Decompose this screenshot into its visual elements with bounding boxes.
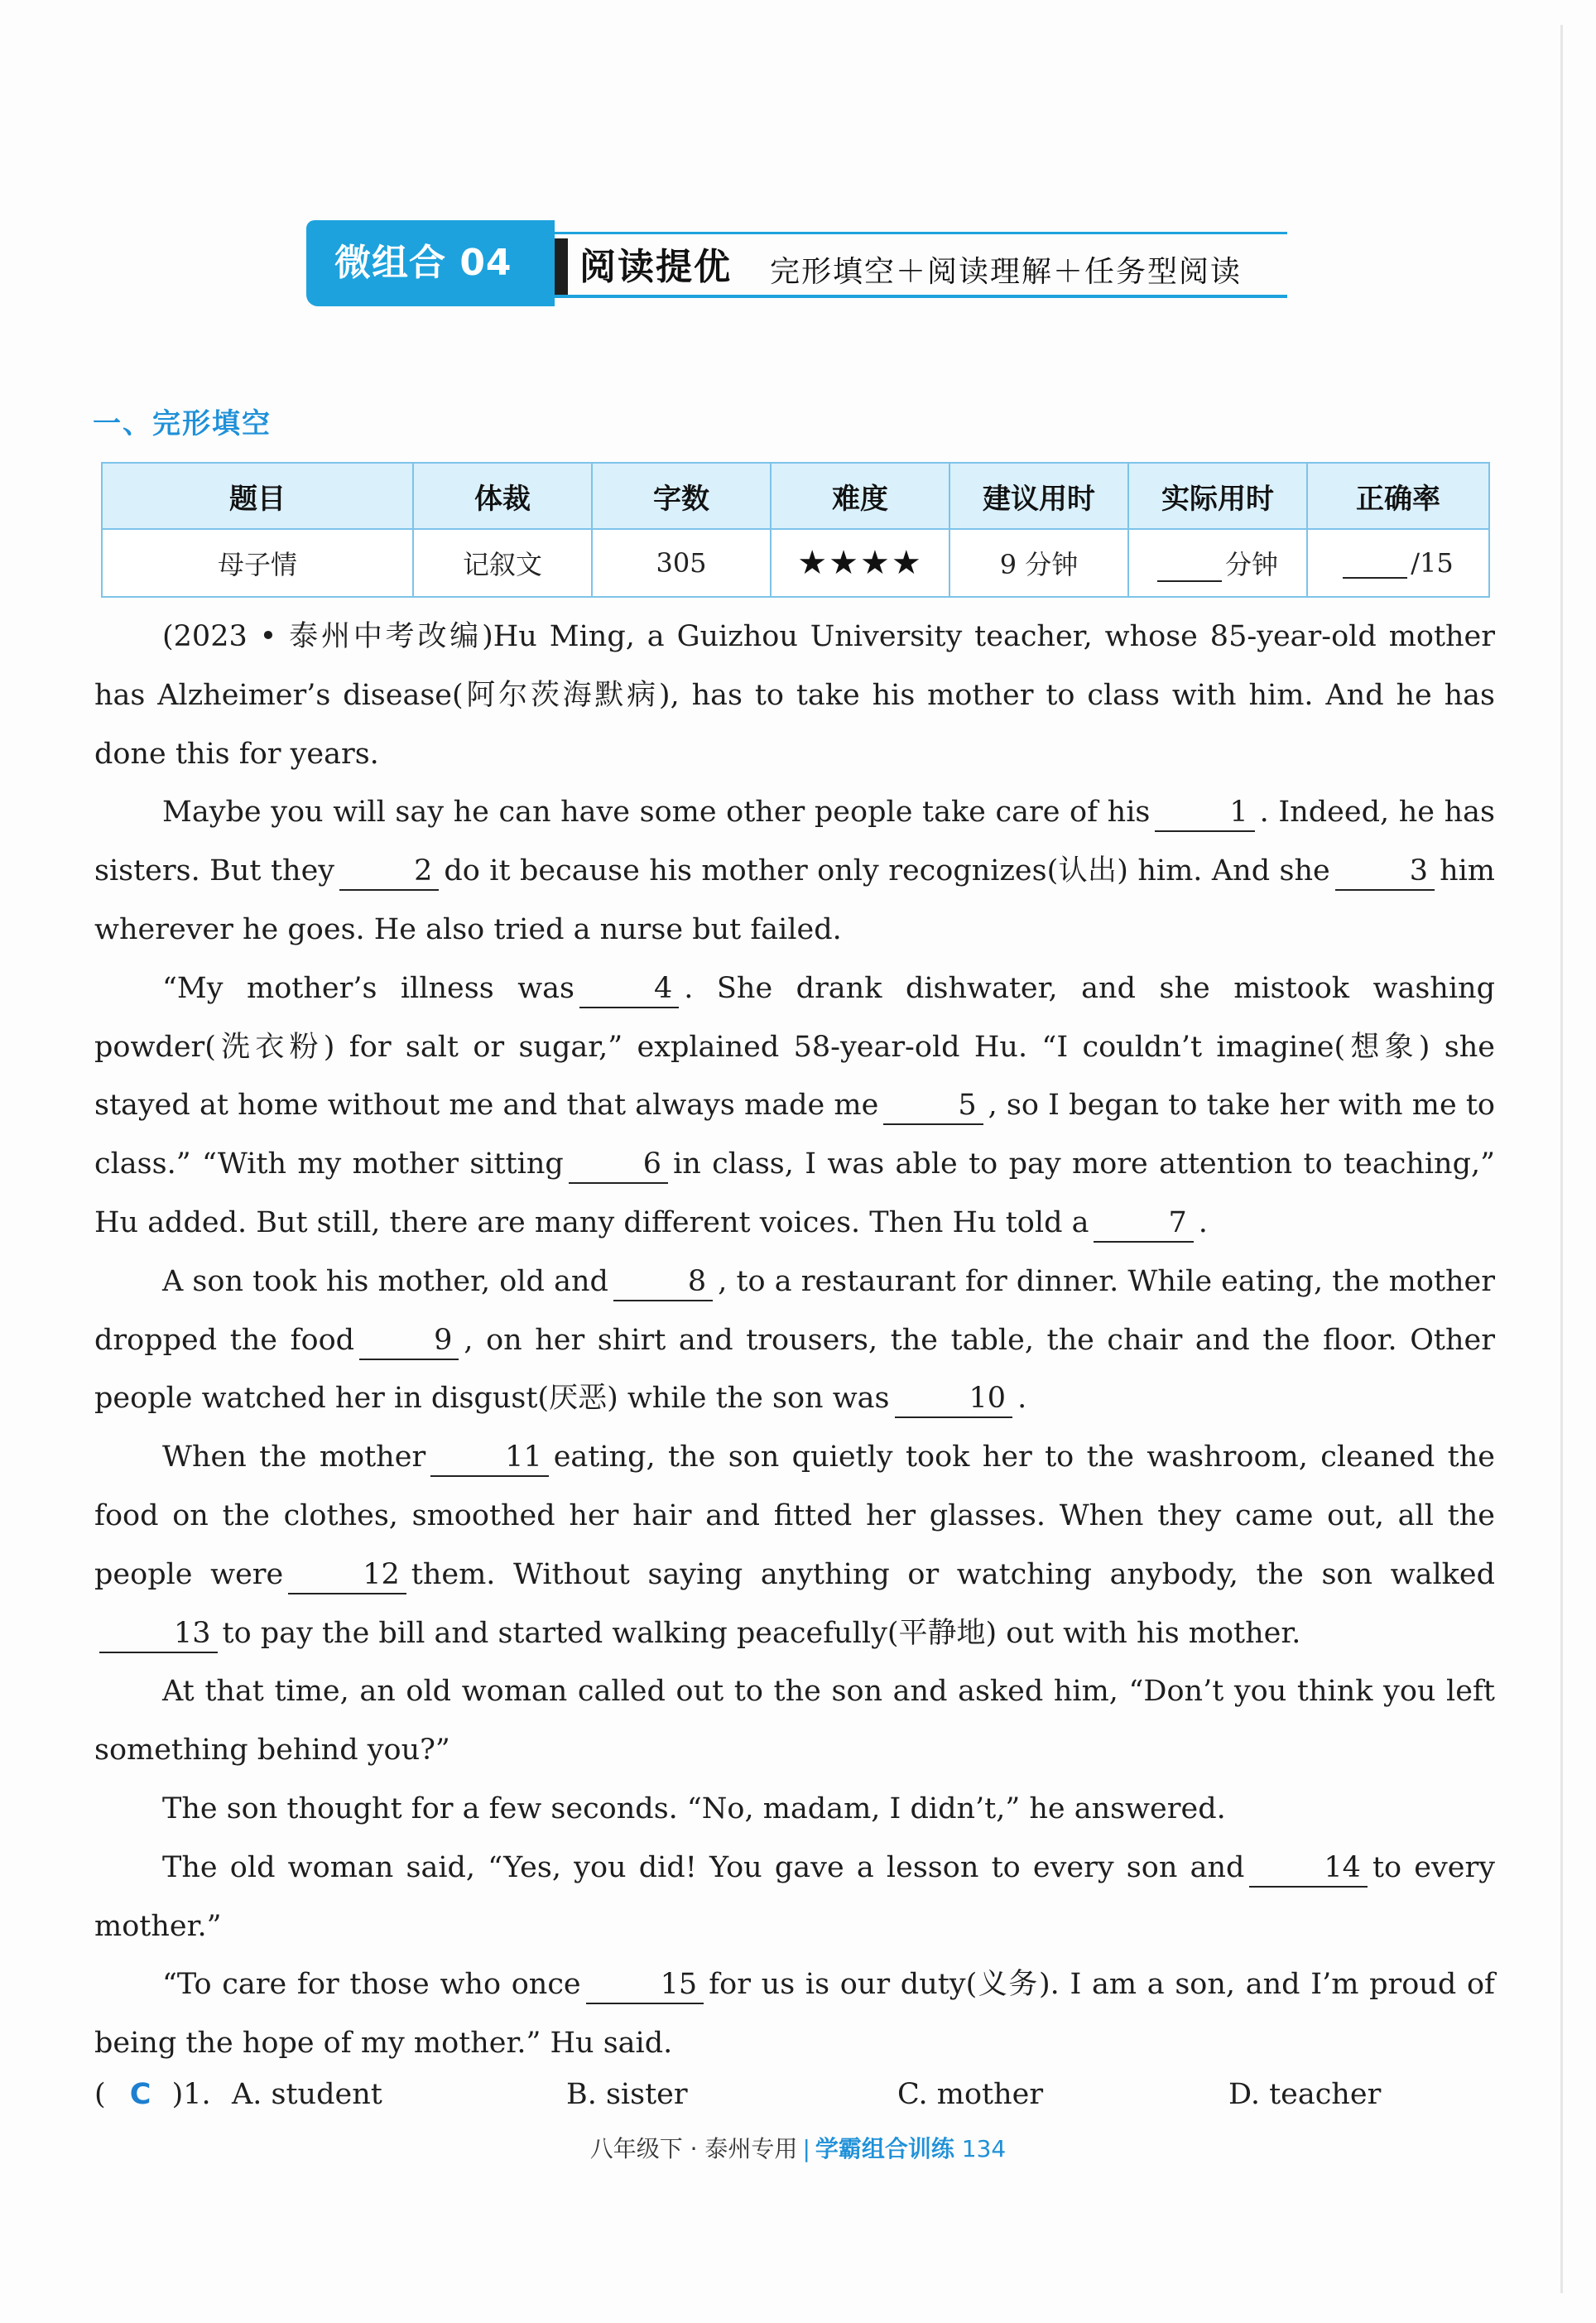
info-table-row [102, 529, 1489, 597]
source-note: (2023 • 泰州中考改编) [162, 620, 493, 653]
footer-separator: | [802, 2135, 810, 2162]
question-number: )1. [171, 2078, 211, 2111]
actual-time-blank[interactable] [1157, 556, 1222, 582]
blank-3[interactable]: 3 [1335, 853, 1435, 891]
cell-title: 母子情 [102, 529, 413, 597]
option-a[interactable]: A. student [232, 2078, 382, 2111]
banner-title: 阅读提优 [579, 246, 732, 288]
paragraph-text: him wherever he goes. He also tried a nurse but failed. [94, 854, 1495, 946]
banner-rule-bottom [555, 295, 1287, 298]
paragraph-text: to every mother.” [94, 1850, 1495, 1943]
cell-suggested-time: 9 分钟 [949, 529, 1128, 597]
paragraph-text: Hu Ming, a Guizhou University teacher, whose 85-year-old mother has Alzheimer’s disease(阿尔茨海默病), has to take his mother to class with him. And he has done this for years. [94, 620, 1495, 771]
paragraph-2 [94, 783, 1495, 959]
footer-grade: 八年级下 · 泰州专用 [589, 2135, 798, 2162]
paragraph-text: Maybe you will say he can have some other people take care of his [162, 796, 1151, 830]
actual-time-unit: 分钟 [1224, 549, 1278, 580]
banner-subtitle: 完形填空＋阅读理解＋任务型阅读 [770, 255, 1243, 289]
option-b[interactable]: B. sister [566, 2078, 688, 2111]
paragraph-text: “My mother’s illness was [162, 971, 574, 1005]
header-words: 字数 [592, 463, 771, 529]
question-1-options [94, 2070, 1495, 2119]
answer-mark[interactable]: C [129, 2078, 151, 2111]
paragraph-8 [94, 1839, 1495, 1956]
paragraph-text: The old woman said, “Yes, you did! You gave a lesson to every son and [162, 1850, 1245, 1884]
header-accuracy: 正确率 [1307, 463, 1489, 529]
banner-bar [555, 238, 568, 295]
paragraph-text: A son took his mother, old and [162, 1264, 608, 1298]
question-1-number [94, 2070, 211, 2119]
blank-4[interactable]: 4 [579, 970, 679, 1008]
info-table-header-row [102, 463, 1489, 529]
option-d[interactable]: D. teacher [1228, 2078, 1382, 2111]
banner-rule-top [555, 232, 1287, 234]
section-banner [306, 217, 1287, 308]
paragraph-text: for us is our duty(义务). I am a son, and I’m proud of being the hope of my mother.” Hu said. [94, 1968, 1495, 2061]
paragraph-text: . Indeed, he has sisters. But they [94, 796, 1495, 888]
blank-9[interactable]: 9 [359, 1322, 459, 1360]
paragraph-1 [94, 608, 1495, 783]
difficulty-stars: ★★★★ [797, 544, 923, 582]
paragraph-text: do it because his mother only recognizes(认出) him. And she [444, 854, 1330, 888]
header-title: 题目 [102, 463, 413, 529]
accuracy-blank[interactable] [1343, 552, 1407, 579]
banner-badge: 微组合 04 [306, 220, 555, 306]
blank-2[interactable]: 2 [339, 853, 439, 891]
footer-brand: 学霸组合训练 [815, 2135, 954, 2162]
page-edge [1560, 25, 1563, 2293]
cell-actual-time[interactable] [1128, 529, 1307, 597]
paragraph-text: . She drank dishwater, and she mistook washing powder(洗衣粉) for salt or sugar,” explained 58-year-old Hu. “I couldn’t imagine(想象) she stayed at home without me and that always made me [94, 971, 1495, 1123]
cloze-passage [94, 608, 1495, 2073]
paragraph-text: , to a restaurant for dinner. While eating, the mother dropped the food [94, 1264, 1495, 1357]
cell-genre: 记叙文 [413, 529, 592, 597]
blank-1[interactable]: 1 [1155, 794, 1254, 832]
option-c[interactable]: C. mother [897, 2078, 1044, 2111]
paragraph-7: The son thought for a few seconds. “No, madam, I didn’t,” he answered. [162, 1792, 1226, 1825]
paragraph-3 [94, 960, 1495, 1253]
blank-12[interactable]: 12 [288, 1556, 406, 1594]
paragraph-4 [94, 1253, 1495, 1428]
blank-10[interactable]: 10 [895, 1380, 1013, 1418]
header-difficulty: 难度 [771, 463, 949, 529]
blank-8[interactable]: 8 [613, 1263, 713, 1301]
header-genre: 体裁 [413, 463, 592, 529]
header-suggested-time: 建议用时 [949, 463, 1128, 529]
blank-5[interactable]: 5 [883, 1087, 983, 1125]
paragraph-text: . [1017, 1382, 1027, 1416]
paragraph-text: them. Without saying anything or watching anybody, the son walked [411, 1557, 1495, 1591]
paragraph-text: When the mother [162, 1440, 426, 1474]
paragraph-5 [94, 1428, 1495, 1662]
paragraph-text: , so I began to take her with me to class.” “With my mother sitting [94, 1089, 1495, 1181]
accuracy-total: /15 [1411, 547, 1454, 579]
blank-15[interactable]: 15 [586, 1966, 704, 2004]
info-table [101, 462, 1490, 598]
blank-14[interactable]: 14 [1249, 1849, 1368, 1888]
blank-11[interactable]: 11 [430, 1439, 549, 1477]
page-number: 134 [961, 2135, 1007, 2162]
section-heading: 一、完形填空 [93, 407, 272, 440]
paren-open: ( [94, 2078, 106, 2111]
paragraph-6: At that time, an old woman called out to the son and asked him, “Don’t you think you left something behind you?” [94, 1675, 1495, 1768]
paragraph-text: in class, I was able to pay more attention to teaching,” Hu added. But still, there are many different voices. Then Hu told a [94, 1147, 1495, 1239]
paragraph-text: eating, the son quietly took her to the washroom, cleaned the food on the clothes, smoothed her hair and fitted her glasses. When they came out, all the people were [94, 1440, 1495, 1591]
paragraph-text: , on her shirt and trousers, the table, the chair and the floor. Other people watched her in disgust(厌恶) while the son was [94, 1323, 1495, 1416]
paragraph-9 [94, 1955, 1495, 2073]
cell-accuracy[interactable] [1307, 529, 1489, 597]
paragraph-text: “To care for those who once [162, 1968, 581, 2002]
cell-difficulty [771, 529, 949, 597]
page-footer [0, 2131, 1596, 2164]
paragraph-text: to pay the bill and started walking peacefully(平静地) out with his mother. [222, 1616, 1301, 1650]
blank-6[interactable]: 6 [569, 1146, 668, 1184]
paragraph-text: . [1198, 1205, 1208, 1239]
header-actual-time: 实际用时 [1128, 463, 1307, 529]
blank-7[interactable]: 7 [1094, 1205, 1193, 1243]
cell-words: 305 [592, 529, 771, 597]
blank-13[interactable]: 13 [99, 1615, 218, 1653]
